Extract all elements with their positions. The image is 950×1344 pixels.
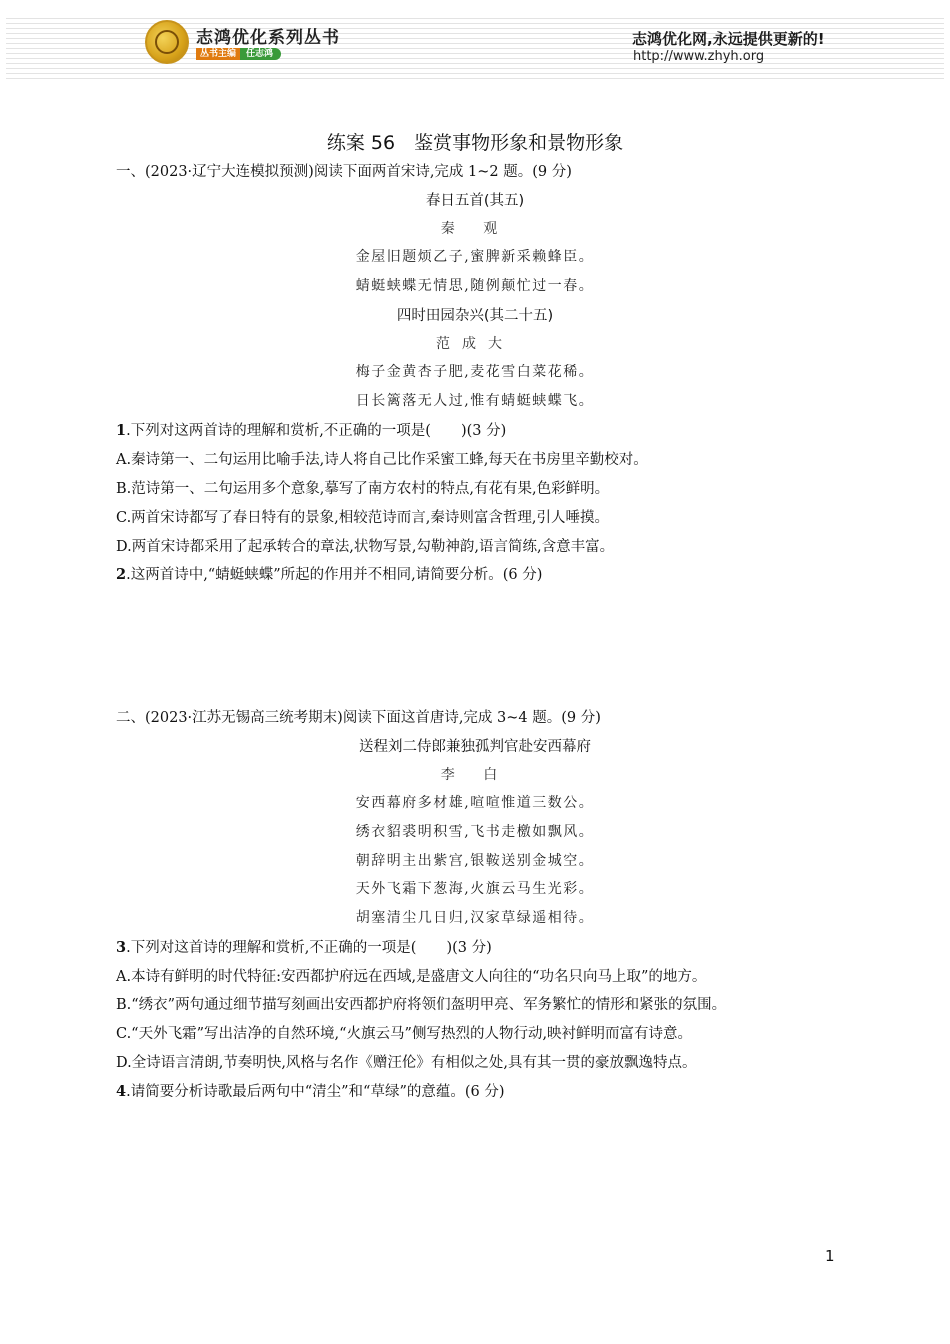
question-2 xyxy=(116,563,542,584)
option-c: C.“天外飞霜”写出洁净的自然环境,“火旗云马”侧写热烈的人物行动,映衬鲜明而富有诗意。 xyxy=(116,1026,693,1042)
section2-heading: 二、(2023·江苏无锡高三统考期末)阅读下面这首唐诗,完成 3~4 题。(9 分) xyxy=(116,710,601,726)
section1-heading: 一、(2023·辽宁大连模拟预测)阅读下面两首宋诗,完成 1~2 题。(9 分) xyxy=(116,164,572,180)
option-b: B.范诗第一、二句运用多个意象,摹写了南方农村的特点,有花有果,色彩鲜明。 xyxy=(116,481,610,497)
poem2-title: 四时田园杂兴(其二十五) xyxy=(396,308,554,324)
question-stem: .下列对这首诗的理解和赏析,不正确的一项是( xyxy=(126,940,417,956)
page-header xyxy=(0,0,950,90)
editor-label: 丛书主编 xyxy=(196,48,240,60)
option-a: A.秦诗第一、二句运用比喻手法,诗人将自己比作采蜜工蜂,每天在书房里辛勤校对。 xyxy=(116,452,648,468)
question-number: 3 xyxy=(116,939,127,956)
editor-line xyxy=(196,48,281,60)
poem1-title: 春日五首(其五) xyxy=(425,193,525,209)
option-a: A.本诗有鲜明的时代特征:安西都护府远在西域,是盛唐文人向往的“功名只向马上取”的地方。 xyxy=(116,969,707,985)
poem1-author: 秦 观 xyxy=(440,221,510,237)
poem3-title: 送程刘二侍郎兼独孤判官赴安西幕府 xyxy=(359,739,591,755)
editor-name: 任志鸿 xyxy=(240,48,281,60)
poem3-line: 朝辞明主出紫宫,银鞍送别金城空。 xyxy=(355,853,595,869)
poem2-line: 梅子金黄杏子肥,麦花雪白菜花稀。 xyxy=(355,364,595,380)
site-url[interactable]: http://www.zhyh.org xyxy=(633,49,765,64)
poem2-author: 范成大 xyxy=(436,336,514,352)
page-number: 1 xyxy=(825,1247,835,1265)
question-number: 1 xyxy=(116,422,127,439)
poem3-line: 安西幕府多材雄,喧喧惟道三数公。 xyxy=(355,795,595,811)
option-d: D.两首宋诗都采用了起承转合的章法,状物写景,勾勒神韵,语言简练,含意丰富。 xyxy=(116,539,615,555)
question-stem: .下列对这两首诗的理解和赏析,不正确的一项是( xyxy=(126,423,431,439)
question-3 xyxy=(116,936,492,957)
question-stem: .请简要分析诗歌最后两句中“清尘”和“草绿”的意蕴。(6 分) xyxy=(126,1084,505,1100)
option-c: C.两首宋诗都写了春日特有的景象,相较范诗而言,秦诗则富含哲理,引人唾摸。 xyxy=(116,510,610,526)
slogan: 志鸿优化网,永远提供更新的! xyxy=(632,30,825,48)
seal-logo-icon xyxy=(145,20,189,64)
poem1-line: 金屋旧题烦乙子,蜜脾新采赖蜂臣。 xyxy=(355,249,595,265)
poem3-line: 胡塞清尘几日归,汉家草绿遥相待。 xyxy=(355,910,595,926)
question-4 xyxy=(116,1080,505,1101)
question-stem: .这两首诗中,“蜻蜓蛱蝶”所起的作用并不相同,请简要分析。(6 分) xyxy=(126,567,543,583)
question-number: 4 xyxy=(116,1083,127,1100)
poem2-line: 日长篱落无人过,惟有蜻蜓蛱蝶飞。 xyxy=(355,393,595,409)
question-points: )(3 分) xyxy=(460,423,507,439)
page-title: 练案 56 鉴赏事物形象和景物形象 xyxy=(326,132,624,154)
question-points: )(3 分) xyxy=(446,940,492,956)
poem3-line: 绣衣貂裘明积雪,飞书走檄如飘风。 xyxy=(355,824,595,840)
poem3-author: 李 白 xyxy=(440,767,510,783)
question-1 xyxy=(116,419,506,440)
poem3-line: 天外飞霜下葱海,火旗云马生光彩。 xyxy=(355,881,595,897)
series-title: 志鸿优化系列丛书 xyxy=(196,28,340,48)
question-number: 2 xyxy=(116,566,127,583)
option-b: B.“绣衣”两句通过细节描写刻画出安西都护府将领们盔明甲亮、军务繁忙的情形和紧张的氛围。 xyxy=(116,997,727,1013)
poem1-line: 蜻蜓蛱蝶无情思,随例颠忙过一春。 xyxy=(355,278,595,294)
option-d: D.全诗语言清朗,节奏明快,风格与名作《赠汪伦》有相似之处,具有其一贯的豪放飘逸特点。 xyxy=(116,1055,697,1071)
